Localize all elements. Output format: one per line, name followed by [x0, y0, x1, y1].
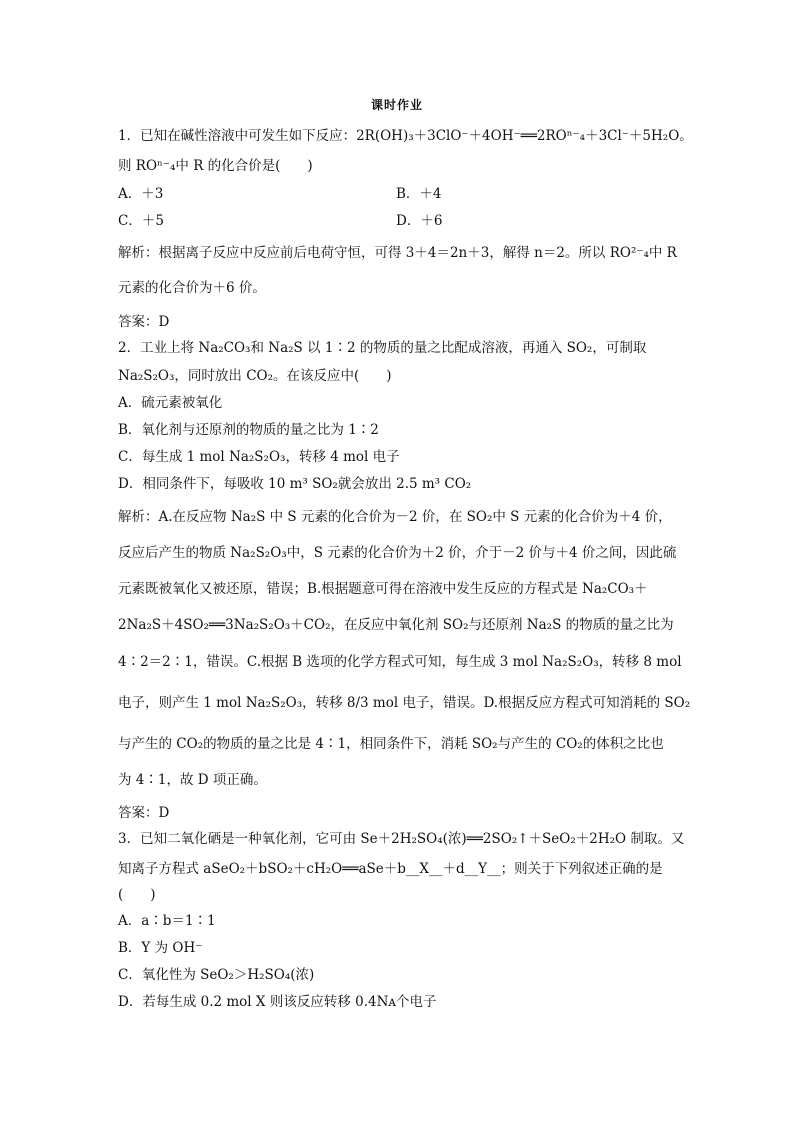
- q2-stem-line-2: Na₂S₂O₃，同时放出 CO₂。在该反应中( ): [118, 368, 392, 384]
- q1-option-a: A．＋3: [118, 186, 164, 202]
- q2-analysis-line-3: 元素既被氧化又被还原，错误；B.根据题意可得在溶液中发生反应的方程式是 Na₂CO₃＋: [118, 581, 648, 597]
- q3-stem-line-2: 知离子方程式 aSeO₂＋bSO₂＋cH₂O══aSe＋b__X__＋d__Y__；则关于下列叙述正确的是: [118, 861, 663, 877]
- page-title: 课时作业: [370, 98, 423, 112]
- q2-analysis-line-7: 与产生的 CO₂的物质的量之比是 4∶1，相同条件下，消耗 SO₂与产生的 CO₂的体积之比也: [118, 736, 664, 752]
- q1-analysis-line-2: 元素的化合价为＋6 价。: [118, 280, 266, 296]
- q2-analysis-line-5: 4∶2＝2∶1，错误。C.根据 B 选项的化学方程式可知，每生成 3 mol Na₂S₂O₃，转移 8 mol: [118, 654, 682, 670]
- q1-stem-line-2: 则 ROⁿ⁻₄中 R 的化合价是( ): [118, 158, 313, 174]
- q2-option-d: D．相同条件下，每吸收 10 m³ SO₂就会放出 2.5 m³ CO₂: [118, 476, 472, 492]
- q2-analysis-line-6: 电子，则产生 1 mol Na₂S₂O₃，转移 8/3 mol 电子，错误。D.根据反应方程式可知消耗的 SO₂: [118, 695, 691, 711]
- q1-analysis-line-1: 解析：根据离子反应中反应前后电荷守恒，可得 3＋4＝2n＋3，解得 n＝2。所以 RO²⁻₄中 R: [118, 245, 677, 261]
- q2-analysis-line-2: 反应后产生的物质 Na₂S₂O₃中，S 元素的化合价为＋2 价，介于－2 价与＋4 价之间，因此硫: [118, 545, 677, 561]
- q3-option-d: D．若每生成 0.2 mol X 则该反应转移 0.4Nᴀ个电子: [118, 994, 437, 1010]
- q1-option-c: C．＋5: [118, 213, 164, 229]
- q3-option-a: A．a∶b＝1∶1: [118, 913, 216, 929]
- q3-stem-line-1: 3．已知二氧化硒是一种氧化剂，它可由 Se＋2H₂SO₄(浓)══2SO₂↑＋SeO₂＋2H₂O 制取。又: [118, 831, 685, 847]
- q3-stem-line-3: ( ): [118, 887, 156, 903]
- q1-answer: 答案：D: [118, 314, 170, 330]
- q2-option-b: B．氧化剂与还原剂的物质的量之比为 1∶2: [118, 422, 379, 438]
- q3-option-b: B．Y 为 OH⁻: [118, 940, 203, 956]
- q2-answer: 答案：D: [118, 805, 170, 821]
- q2-option-a: A．硫元素被氧化: [118, 395, 223, 411]
- q2-analysis-line-8: 为 4∶1，故 D 项正确。: [118, 772, 267, 788]
- q2-analysis-line-4: 2Na₂S＋4SO₂══3Na₂S₂O₃＋CO₂，在反应中氧化剂 SO₂与还原剂 Na₂S 的物质的量之比为: [118, 617, 674, 633]
- q2-analysis-line-1: 解析：A.在反应物 Na₂S 中 S 元素的化合价为－2 价，在 SO₂中 S 元素的化合价为＋4 价，: [118, 509, 672, 525]
- q2-stem-line-1: 2．工业上将 Na₂CO₃和 Na₂S 以 1∶2 的物质的量之比配成溶液，再通入 SO₂，可制取: [118, 340, 647, 356]
- q1-option-d: D．＋6: [396, 213, 443, 229]
- q1-stem-line-1: 1．已知在碱性溶液中可发生如下反应：2R(OH)₃＋3ClO⁻＋4OH⁻══2ROⁿ⁻₄＋3Cl⁻＋5H₂O。: [118, 128, 693, 144]
- q3-option-c: C．氧化性为 SeO₂＞H₂SO₄(浓): [118, 967, 315, 983]
- q1-option-b: B．＋4: [396, 186, 442, 202]
- q2-option-c: C．每生成 1 mol Na₂S₂O₃，转移 4 mol 电子: [118, 449, 400, 465]
